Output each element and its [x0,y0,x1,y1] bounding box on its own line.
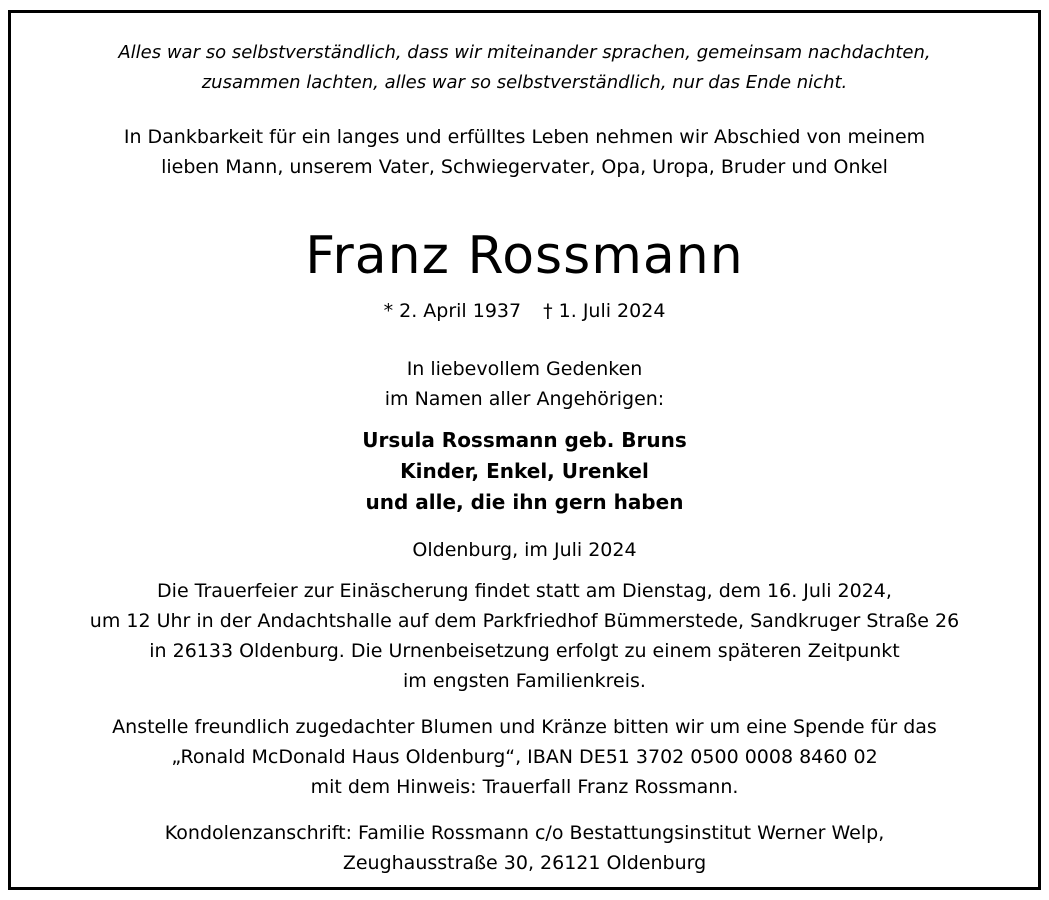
birth-date: * 2. April 1937 [383,300,522,322]
quote-line-2: zusammen lachten, alles war so selbstverständlich, nur das Ende nicht. [201,72,848,93]
mourner-widow: Ursula Rossmann geb. Bruns [362,428,687,452]
opening-quote [8,38,1041,98]
mourner-others: und alle, die ihn gern haben [365,490,684,514]
place-date: Oldenburg, im Juli 2024 [412,539,637,561]
life-dates [8,296,1041,326]
donation-request [8,712,1041,802]
condolence-address [8,818,1041,878]
deceased-name: Franz Rossmann [305,226,744,286]
memory-line-1: In liebevollem Gedenken [406,358,643,380]
mourner-family: Kinder, Enkel, Urenkel [400,459,649,483]
memory-line-2: im Namen aller Angehörigen: [384,388,665,410]
intro-line-1: In Dankbarkeit für ein langes und erfülltes Leben nehmen wir Abschied von meinem [123,126,926,148]
donation-line-3: mit dem Hinweis: Trauerfall Franz Rossmann. [310,776,739,798]
condolence-line-2: Zeughausstraße 30, 26121 Oldenburg [342,852,707,874]
intro-line-2: lieben Mann, unserem Vater, Schwiegervater, Opa, Uropa, Bruder und Onkel [161,156,888,178]
funeral-line-3: in 26133 Oldenburg. Die Urnenbeisetzung erfolgt zu einem späteren Zeitpunkt [149,640,900,662]
donation-line-2: „Ronald McDonald Haus Oldenburg“, IBAN DE51 3702 0500 0008 8460 02 [171,746,878,768]
condolence-line-1: Kondolenzanschrift: Familie Rossmann c/o Bestattungsinstitut Werner Welp, [164,822,885,844]
donation-line-1: Anstelle freundlich zugedachter Blumen und Kränze bitten wir um eine Spende für das [112,716,937,738]
quote-line-1: Alles war so selbstverständlich, dass wir miteinander sprachen, gemeinsam nachdachten, [118,42,931,63]
farewell-intro [8,122,1041,182]
funeral-line-4: im engsten Familienkreis. [403,670,646,692]
funeral-details [8,576,1041,696]
funeral-line-1: Die Trauerfeier zur Einäscherung findet statt am Dienstag, dem 16. Juli 2024, [157,580,892,602]
funeral-line-2: um 12 Uhr in der Andachtshalle auf dem Parkfriedhof Bümmerstede, Sandkruger Straße 26 [89,610,960,632]
memory-phrase [8,354,1041,414]
death-date: † 1. Juli 2024 [543,300,666,322]
mourners-list [8,425,1041,518]
